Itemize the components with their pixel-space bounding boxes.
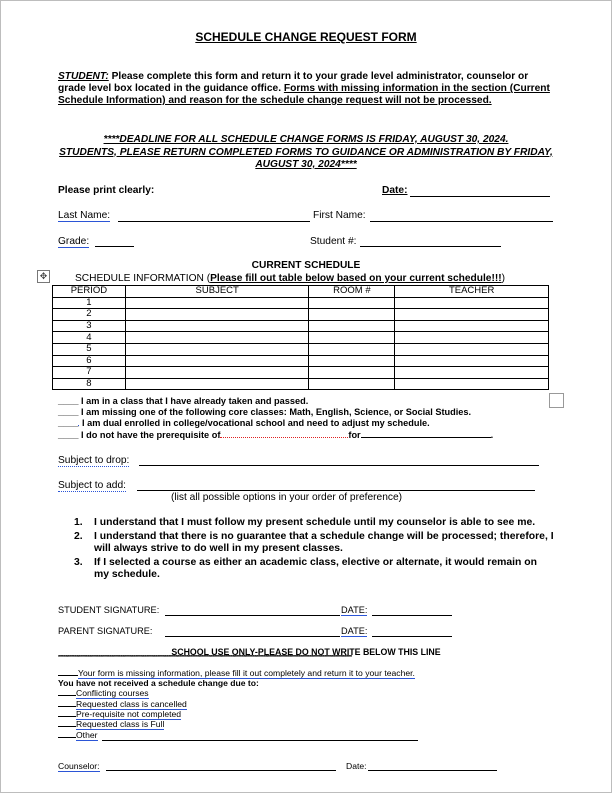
school-use-heading: SCHOOL USE ONLY-PLEASE DO NOT WRITE BELOW THIS LINE <box>171 647 441 657</box>
table-row <box>53 332 549 344</box>
divider-stars: **************************************************************************************************************************************************************** <box>58 655 352 661</box>
period-cell: 2 <box>53 309 126 321</box>
date-field[interactable] <box>410 196 550 197</box>
parent-signature-field[interactable] <box>165 636 340 637</box>
period-cell: 8 <box>53 378 126 390</box>
option-cancelled[interactable]: Requested class is cancelled <box>58 699 187 709</box>
reason-prerequisite[interactable]: ____ I do not have the prerequisite of for . <box>58 430 494 440</box>
first-name-field[interactable] <box>370 221 553 222</box>
deadline-notice <box>40 134 572 172</box>
period-cell: 5 <box>53 343 126 355</box>
counselor-date-field[interactable] <box>368 770 497 771</box>
incomplete-option[interactable]: Your form is missing information, please fill it out completely and return it to your teacher. <box>58 668 415 678</box>
intro-paragraph <box>58 71 558 107</box>
teacher-cell[interactable] <box>395 378 549 390</box>
move-handle-icon[interactable]: ✥ <box>37 270 50 283</box>
list-item: 1. I understand that I must follow my present schedule until my counselor is able to see me. <box>74 517 536 528</box>
print-clearly-label: Please print clearly: <box>58 185 155 196</box>
table-row <box>53 309 549 321</box>
teacher-cell[interactable] <box>395 320 549 332</box>
reason-dual-enrolled[interactable]: ____ I am dual enrolled in college/vocational school and need to adjust my schedule. <box>58 418 430 428</box>
list-item: 3. If I selected a course as either an academic class, elective or alternate, it would remain on my schedule. <box>74 556 537 580</box>
table-row <box>53 367 549 379</box>
subject-add-label: Subject to add: <box>58 480 126 491</box>
deadline-line-1: ****DEADLINE FOR ALL SCHEDULE CHANGE FORMS IS FRIDAY, AUGUST 30, 2024. <box>103 134 509 145</box>
room-cell[interactable] <box>309 367 395 379</box>
grade-field[interactable] <box>95 246 134 247</box>
table-resize-handle[interactable] <box>549 393 564 408</box>
parent-signature-date-label: DATE: <box>341 626 368 636</box>
schedule-header-row <box>53 286 549 298</box>
option-prerequisite[interactable]: Pre-requisite not completed <box>58 709 181 719</box>
subject-cell[interactable] <box>125 332 309 344</box>
option-full[interactable]: Requested class is Full <box>58 719 164 729</box>
table-row <box>53 355 549 367</box>
room-cell[interactable] <box>309 378 395 390</box>
counselor-date-label: Date: <box>346 761 367 771</box>
counselor-field[interactable] <box>106 770 336 771</box>
subject-drop-field[interactable] <box>139 465 539 466</box>
col-header-teacher: TEACHER <box>395 286 549 298</box>
intro-label: STUDENT: <box>58 71 109 82</box>
teacher-cell[interactable] <box>395 355 549 367</box>
form-title: SCHEDULE CHANGE REQUEST FORM <box>195 30 417 44</box>
list-item: 2. I understand that there is no guarantee that a schedule change will be processed; therefore, I will always strive to do well in my present classes. <box>74 530 554 554</box>
acknowledgement-list <box>74 517 554 583</box>
period-cell: 7 <box>53 367 126 379</box>
student-number-field[interactable] <box>360 246 501 247</box>
current-schedule-heading: CURRENT SCHEDULE <box>251 260 361 271</box>
period-cell: 3 <box>53 320 126 332</box>
parent-signature-date-field[interactable] <box>372 636 452 637</box>
room-cell[interactable] <box>309 297 395 309</box>
first-name-label: First Name: <box>313 210 366 221</box>
col-header-period: PERIOD <box>53 286 126 298</box>
intro-text: Please complete this form and return it to your grade level administrator, counselor or grade level box located in the guidance office. <box>58 71 529 94</box>
reason-taken-passed[interactable]: ____ I am in a class that I have already taken and passed. <box>58 396 309 406</box>
room-cell[interactable] <box>309 332 395 344</box>
teacher-cell[interactable] <box>395 367 549 379</box>
room-cell[interactable] <box>309 355 395 367</box>
teacher-cell[interactable] <box>395 309 549 321</box>
table-row <box>53 378 549 390</box>
date-label: Date: <box>382 185 408 196</box>
col-header-subject: SUBJECT <box>125 286 309 298</box>
option-other[interactable]: Other <box>58 730 98 740</box>
period-cell: 6 <box>53 355 126 367</box>
reason-missing-core[interactable]: ____ I am missing one of the following core classes: Math, English, Science, or Social Studies. <box>58 407 472 417</box>
last-name-label: Last Name: <box>58 210 111 221</box>
student-signature-field[interactable] <box>165 615 340 616</box>
student-signature-label: STUDENT SIGNATURE: <box>58 605 160 615</box>
last-name-field[interactable] <box>118 221 310 222</box>
parent-signature-label: PARENT SIGNATURE: <box>58 626 153 636</box>
teacher-cell[interactable] <box>395 343 549 355</box>
subject-cell[interactable] <box>125 355 309 367</box>
student-signature-date-label: DATE: <box>341 605 368 615</box>
teacher-cell[interactable] <box>395 297 549 309</box>
table-row <box>53 320 549 332</box>
subject-cell[interactable] <box>125 297 309 309</box>
col-header-room: ROOM # <box>309 286 395 298</box>
subject-add-note: (list all possible options in your order of preference) <box>171 492 403 503</box>
counselor-label: Counselor: <box>58 761 100 771</box>
student-number-label: Student #: <box>310 236 357 247</box>
schedule-table <box>52 285 549 390</box>
subject-cell[interactable] <box>125 309 309 321</box>
student-signature-date-field[interactable] <box>372 615 452 616</box>
deadline-line-2: STUDENTS, PLEASE RETURN COMPLETED FORMS TO GUIDANCE OR ADMINISTRATION BY FRIDAY, AUGUST 30, 2024**** <box>59 146 553 170</box>
table-row <box>53 297 549 309</box>
period-cell: 4 <box>53 332 126 344</box>
subject-add-field[interactable] <box>137 490 535 491</box>
subject-cell[interactable] <box>125 343 309 355</box>
room-cell[interactable] <box>309 309 395 321</box>
option-conflicting[interactable]: Conflicting courses <box>58 688 149 698</box>
schedule-subheading: SCHEDULE INFORMATION (Please fill out table below based on your current schedule!!!) <box>75 273 506 284</box>
subject-cell[interactable] <box>125 378 309 390</box>
intro-warning: Forms with missing information in the section (Current Schedule Information) and reason for the schedule change request will not be processed. <box>58 83 550 106</box>
room-cell[interactable] <box>309 343 395 355</box>
subject-cell[interactable] <box>125 320 309 332</box>
teacher-cell[interactable] <box>395 332 549 344</box>
subject-cell[interactable] <box>125 367 309 379</box>
other-reason-field[interactable] <box>102 740 418 741</box>
period-cell: 1 <box>53 297 126 309</box>
not-received-label: You have not received a schedule change due to: <box>58 678 259 688</box>
grade-label: Grade: <box>58 236 90 247</box>
room-cell[interactable] <box>309 320 395 332</box>
table-row <box>53 343 549 355</box>
subject-drop-label: Subject to drop: <box>58 455 130 466</box>
